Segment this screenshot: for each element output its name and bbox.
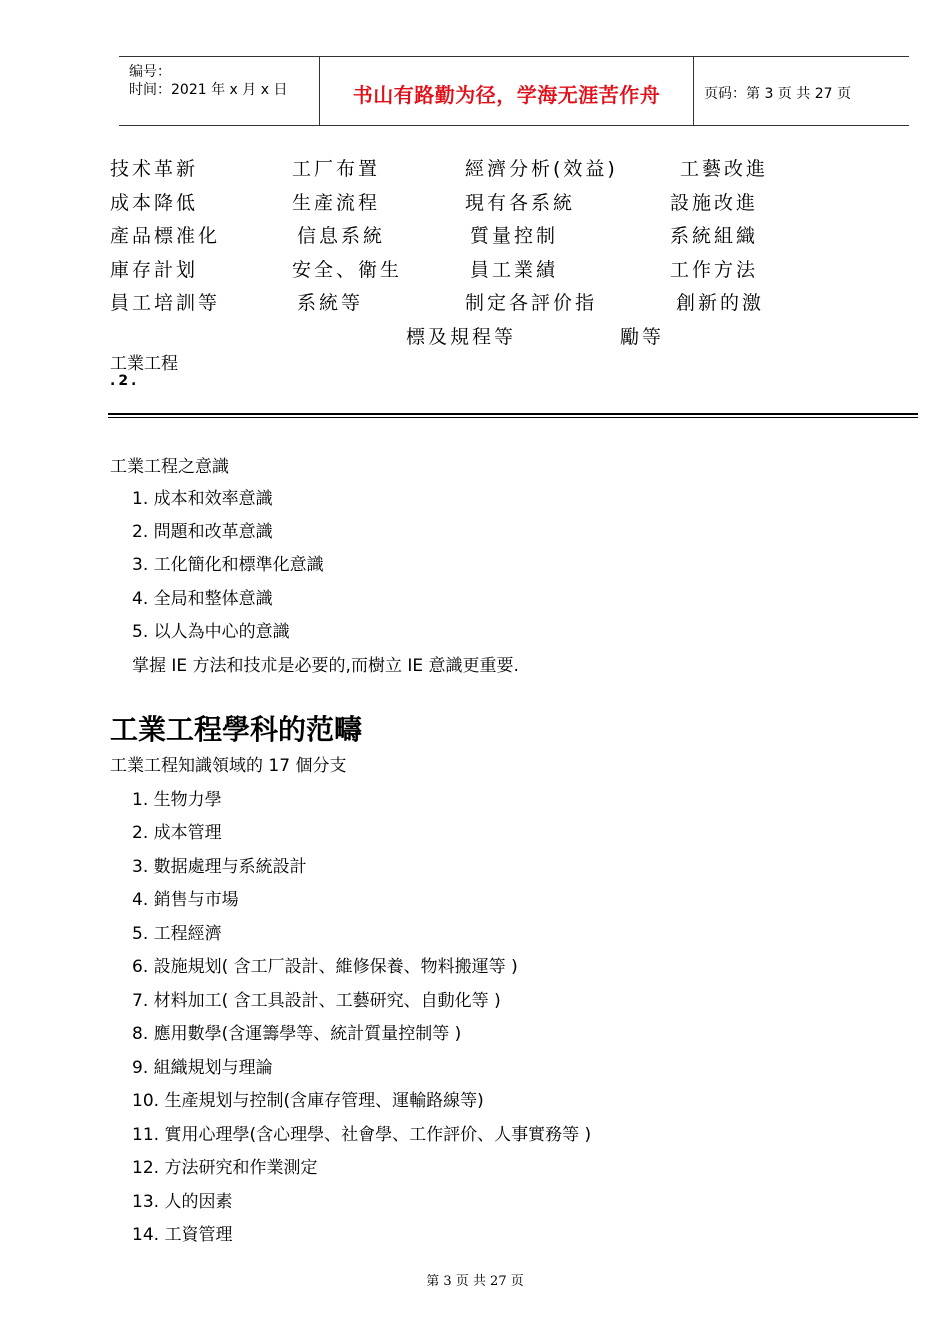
topic-item: 工藝改進	[680, 158, 769, 180]
list-item: 14. 工資管理	[132, 1225, 233, 1245]
list-item: 10. 生產規划与控制(含庫存管理、運輸路線等)	[132, 1091, 484, 1111]
document-date: 时间：2021 年 x 月 x 日	[129, 82, 288, 98]
topic-item: 設施改進	[670, 192, 759, 214]
list-item: 3. 數据處理与系統設計	[132, 857, 307, 877]
topic-item: 成本降低	[110, 192, 199, 214]
list-item: 1. 成本和效率意識	[132, 489, 273, 509]
awareness-conclusion: 掌握 IE 方法和技朮是必要的,而樹立 IE 意識更重要.	[132, 656, 519, 676]
topic-item: 技术革新	[110, 158, 199, 180]
topic-item: 庫存計划	[110, 259, 199, 281]
list-item: 2. 問題和改革意識	[132, 522, 273, 542]
list-item: 7. 材料加工( 含工具設計、工藝研究、自動化等 )	[132, 991, 501, 1011]
motto: 书山有路勤为径，学海无涯苦作舟	[352, 83, 661, 107]
list-item: 13. 人的因素	[132, 1192, 233, 1212]
page-footer: 第 3 页 共 27 页	[426, 1274, 524, 1289]
list-item: 6. 設施規划( 含工厂設計、維修保養、物料搬運等 )	[132, 957, 518, 977]
list-item: 11. 實用心理學(含心理學、社會學、工作評价、人事實務等 )	[132, 1125, 592, 1145]
topic-item: 系統等	[297, 292, 364, 314]
list-item: 9. 組織規划与理論	[132, 1058, 273, 1078]
awareness-title: 工業工程之意識	[110, 457, 229, 477]
list-item: 4. 銷售与市場	[132, 890, 239, 910]
topic-item: 員工業績	[470, 259, 559, 281]
topic-item: 質量控制	[470, 225, 559, 247]
header-motto-cell	[320, 57, 694, 125]
topic-item: 生產流程	[292, 192, 381, 214]
section-small-title: 工業工程	[110, 354, 178, 374]
header-page-cell	[694, 57, 909, 125]
list-item: 1. 生物力學	[132, 790, 222, 810]
topic-item: 標及規程等	[406, 326, 517, 348]
scope-subtitle: 工業工程知識領域的 17 個分支	[110, 756, 347, 776]
list-item: 12. 方法研究和作業測定	[132, 1158, 318, 1178]
page-number: 页码：第 3 页 共 27 页	[704, 86, 851, 102]
list-item: 8. 應用數學(含運籌學等、統計質量控制等 )	[132, 1024, 462, 1044]
section-small-number: .2.	[110, 373, 140, 389]
page-header	[119, 56, 909, 126]
divider-line	[108, 413, 918, 415]
list-item: 5. 以人為中心的意識	[132, 622, 290, 642]
topic-item: 工厂布置	[292, 158, 381, 180]
topic-item: 工作方法	[670, 259, 759, 281]
section-heading: 工業工程學科的范疇	[110, 713, 363, 746]
topic-item: 經濟分析(效益)	[465, 158, 618, 180]
topic-item: 信息系統	[297, 225, 386, 247]
document-number: 编号：	[129, 64, 171, 80]
topic-item: 系統組織	[670, 225, 759, 247]
topic-item: 安全、衛生	[292, 259, 403, 281]
list-item: 4. 全局和整体意識	[132, 589, 273, 609]
list-item: 5. 工程經濟	[132, 924, 222, 944]
topic-item: 創新的激	[676, 292, 765, 314]
topic-item: 產品標准化	[110, 225, 221, 247]
topic-item: 制定各評价指	[465, 292, 598, 314]
topic-item: 員工培訓等	[110, 292, 221, 314]
divider-line	[108, 417, 918, 418]
list-item: 3. 工化簡化和標準化意識	[132, 555, 324, 575]
topic-item: 勵等	[620, 326, 665, 348]
topic-item: 現有各系統	[465, 192, 576, 214]
list-item: 2. 成本管理	[132, 823, 222, 843]
header-meta-cell	[119, 57, 320, 125]
